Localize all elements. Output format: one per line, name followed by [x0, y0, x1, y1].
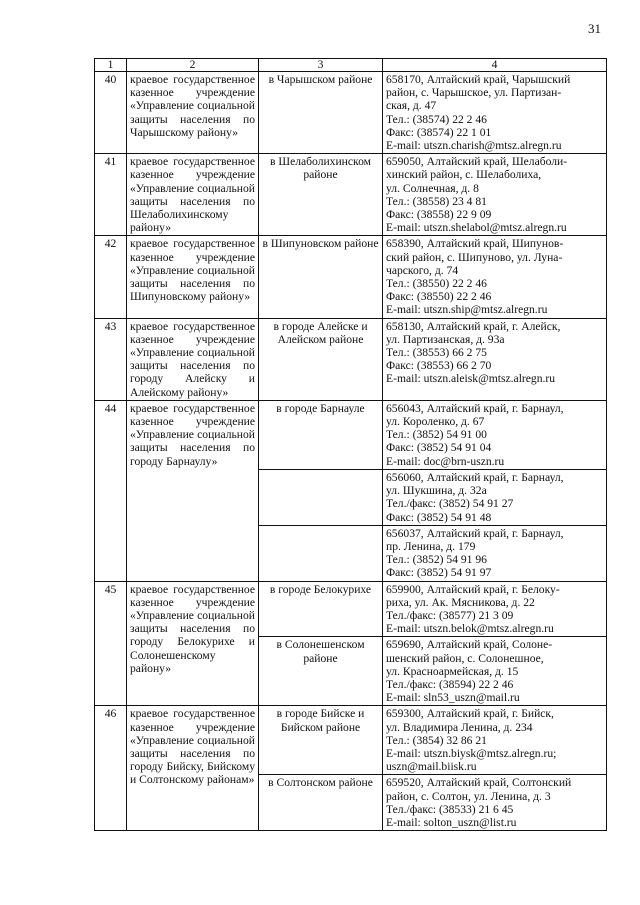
contact-line: 659300, Алтайский край, г. Бийск, — [386, 707, 554, 721]
institution-name: краевое государственное казенное учреждение «Управление социальной защиты населения по городу Барнаулу» — [127, 400, 259, 581]
row-number: 44 — [95, 400, 127, 581]
table-row — [95, 72, 607, 154]
contact-line: 659690, Алтайский край, Солоне- — [386, 638, 553, 652]
contact-line: 658390, Алтайский край, Шипунов- — [386, 237, 564, 251]
office-district: в городе Бийске и Бийском районе — [259, 706, 383, 775]
office-district: в городе Алейске и Алейском районе — [259, 318, 383, 400]
contact-line: Тел.: (3852) 54 91 96 — [386, 553, 487, 567]
table-body — [95, 72, 607, 831]
contact-line: Тел./факс: (38533) 21 6 45 — [386, 802, 514, 816]
office-contacts — [383, 400, 607, 469]
contact-line: 659520, Алтайский край, Солтонский — [386, 776, 572, 790]
contact-line: uszn@mail.biisk.ru — [386, 760, 477, 774]
table-row — [95, 154, 607, 236]
contact-line: 658130, Алтайский край, г. Алейск, — [386, 319, 561, 333]
contact-line: E-mail: sln53_uszn@mail.ru — [386, 691, 520, 705]
contact-line: 656060, Алтайский край, г. Барнаул, — [386, 470, 564, 484]
contact-line: ул. Короленко, д. 67 — [386, 415, 485, 429]
contact-line: ул. Шукшина, д. 32а — [386, 484, 487, 498]
office-district — [259, 525, 383, 581]
institution-name: краевое государственное казенное учреждение «Управление социальной защиты населения по городу Алейску и Алейскому району» — [127, 318, 259, 400]
contact-line: шенский район, с. Солонешное, — [386, 651, 544, 665]
office-district: в Шипуновском районе — [259, 236, 383, 318]
office-contacts — [383, 318, 607, 400]
column-header-4: 4 — [383, 59, 607, 72]
contact-line: E-mail: utszn.biysk@mtsz.alregn.ru; — [386, 746, 557, 760]
contact-line: 656043, Алтайский край, г. Барнаул, — [386, 401, 564, 415]
contact-line: ул. Партизанская, д. 93а — [386, 332, 505, 346]
column-header-3: 3 — [259, 59, 383, 72]
office-contacts — [383, 581, 607, 637]
header-row — [95, 59, 607, 72]
contact-line: хинский район, с. Шелаболиха, — [386, 168, 542, 182]
page-number: 31 — [588, 21, 601, 36]
contact-line: Тел.: (38550) 22 2 46 — [386, 277, 487, 291]
contact-line: Тел.: (38553) 66 2 75 — [386, 346, 487, 360]
contact-line: пр. Ленина, д. 179 — [386, 539, 476, 553]
contact-line: E-mail: utszn.ship@mtsz.alregn.ru — [386, 303, 548, 317]
office-contacts — [383, 637, 607, 706]
office-contacts — [383, 236, 607, 318]
office-contacts — [383, 469, 607, 525]
contact-line: 659050, Алтайский край, Шелаболи- — [386, 155, 568, 169]
contact-line: Тел.: (38574) 22 2 46 — [386, 112, 487, 126]
office-district: в Шелаболихинском районе — [259, 154, 383, 236]
office-district: в городе Белокурихе — [259, 581, 383, 637]
contact-line: E-mail: utszn.belok@mtsz.alregn.ru — [386, 622, 554, 636]
contact-line: Факс: (3852) 54 91 04 — [386, 441, 492, 455]
office-contacts — [383, 154, 607, 236]
contact-line: E-mail: doc@brn-uszn.ru — [386, 454, 505, 468]
institution-name: краевое государственное казенное учреждение «Управление социальной защиты населения по городу Белокурихе и Солонешенскому району» — [127, 581, 259, 706]
office-district: в Солонешенском районе — [259, 637, 383, 706]
contact-line: Тел.: (38558) 23 4 81 — [386, 194, 487, 208]
office-contacts — [383, 72, 607, 154]
institutions-table — [94, 58, 607, 831]
institution-name: краевое государственное казенное учреждение «Управление социальной защиты населения по городу Бийску, Бийскому и Солтонскому районам» — [127, 706, 259, 831]
row-number: 40 — [95, 72, 127, 154]
column-header-1: 1 — [95, 59, 127, 72]
contact-line: ский район, с. Шипуново, ул. Луна- — [386, 250, 563, 264]
contact-line: риха, ул. Ак. Мясникова, д. 22 — [386, 595, 535, 609]
table-row — [95, 581, 607, 637]
contact-line: район, с. Чарышское, ул. Партизан- — [386, 86, 562, 100]
contact-line: ская, д. 47 — [386, 99, 437, 113]
column-header-2: 2 — [127, 59, 259, 72]
contact-line: Тел.: (3852) 54 91 00 — [386, 428, 487, 442]
row-number: 46 — [95, 706, 127, 831]
office-contacts — [383, 525, 607, 581]
institution-name: краевое государственное казенное учреждение «Управление социальной защиты населения по Шелаболихинскому району» — [127, 154, 259, 236]
contact-line: E-mail: solton_uszn@list.ru — [386, 815, 517, 829]
row-number: 43 — [95, 318, 127, 400]
row-number: 42 — [95, 236, 127, 318]
contact-line: 659900, Алтайский край, г. Белоку- — [386, 582, 560, 596]
contact-line: ул. Владимира Ленина, д. 234 — [386, 720, 533, 734]
contact-line: Тел.: (3854) 32 86 21 — [386, 733, 487, 747]
table-row — [95, 400, 607, 469]
office-district: в Чарышском районе — [259, 72, 383, 154]
contact-line: ул. Солнечная, д. 8 — [386, 181, 479, 195]
table-row — [95, 318, 607, 400]
contact-line: Факс: (38574) 22 1 01 — [386, 125, 492, 139]
row-number: 41 — [95, 154, 127, 236]
row-number: 45 — [95, 581, 127, 706]
contact-line: Факс: (3852) 54 91 97 — [386, 566, 492, 580]
contact-line: 658170, Алтайский край, Чарышский — [386, 73, 571, 86]
contact-line: Факс: (38558) 22 9 09 — [386, 208, 492, 222]
contact-line: Тел./факс: (3852) 54 91 27 — [386, 497, 514, 511]
contact-line: чарского, д. 74 — [386, 263, 459, 277]
contact-line: E-mail: utszn.charish@mtsz.alregn.ru — [386, 139, 562, 153]
office-district — [259, 469, 383, 525]
table-row — [95, 236, 607, 318]
institution-name: краевое государственное казенное учреждение «Управление социальной защиты населения по Чарышскому району» — [127, 72, 259, 154]
office-district: в городе Барнауле — [259, 400, 383, 469]
contact-line: Тел./факс: (38577) 21 3 09 — [386, 608, 514, 622]
contact-line: ул. Красноармейская, д. 15 — [386, 664, 519, 678]
contact-line: Тел./факс: (38594) 22 2 46 — [386, 677, 514, 691]
office-contacts — [383, 706, 607, 775]
office-district: в Солтонском районе — [259, 775, 383, 831]
contact-line: Факс: (3852) 54 91 48 — [386, 510, 492, 524]
office-contacts — [383, 775, 607, 831]
contact-line: Факс: (38550) 22 2 46 — [386, 290, 492, 304]
institution-name: краевое государственное казенное учреждение «Управление социальной защиты населения по Шипуновскому району» — [127, 236, 259, 318]
contact-line: E-mail: utszn.shelabol@mtsz.alregn.ru — [386, 221, 567, 235]
contact-line: Факс: (38553) 66 2 70 — [386, 359, 492, 373]
contact-line: E-mail: utszn.aleisk@mtsz.alregn.ru — [386, 372, 556, 386]
contact-line: район, с. Солтон, ул. Ленина, д. 3 — [386, 789, 551, 803]
table-row — [95, 706, 607, 775]
contact-line: 656037, Алтайский край, г. Барнаул, — [386, 526, 564, 540]
